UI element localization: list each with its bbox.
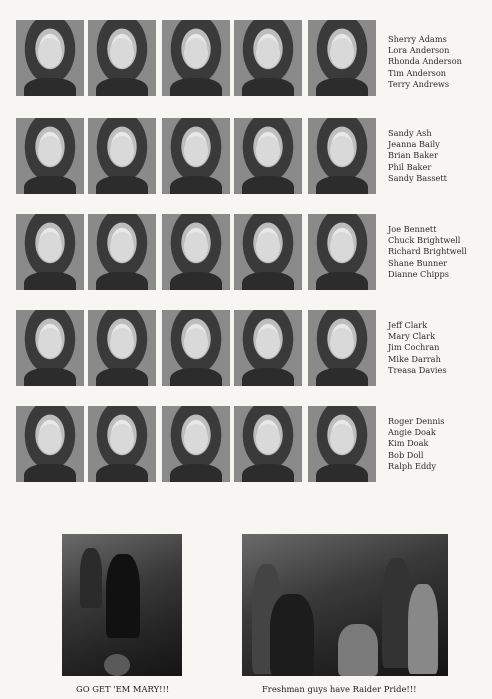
basketball-photo — [62, 534, 182, 676]
person-figure — [408, 584, 438, 674]
portrait-photo — [88, 310, 156, 386]
student-name: Terry Andrews — [388, 78, 450, 89]
player-figure — [106, 554, 140, 638]
portrait-photo — [162, 406, 230, 482]
portrait-photo — [308, 406, 376, 482]
student-name: Sandy Ash — [388, 128, 432, 138]
portrait-photo — [88, 20, 156, 96]
portrait-row-2 — [0, 118, 492, 200]
ball-figure — [104, 654, 130, 676]
portrait-photo — [162, 118, 230, 194]
student-name: Brian Baker — [388, 150, 438, 161]
student-name: Mike Darrah — [388, 353, 441, 364]
portrait-photo — [308, 118, 376, 194]
portrait-row-3 — [0, 214, 492, 296]
portrait-photo — [88, 118, 156, 194]
portrait-photo — [234, 406, 302, 482]
portrait-photo — [88, 214, 156, 290]
name-list — [388, 224, 467, 280]
crowd-photo — [242, 534, 448, 676]
portrait-row-1 — [0, 20, 492, 102]
photo-caption-left: GO GET 'EM MARY!!! — [76, 684, 170, 694]
portrait-photo — [16, 406, 84, 482]
portrait-photo — [162, 214, 230, 290]
name-list — [388, 34, 462, 90]
portrait-photo — [308, 310, 376, 386]
name-list — [388, 128, 447, 184]
portrait-photo — [308, 214, 376, 290]
name-list — [388, 416, 444, 472]
person-figure — [338, 624, 378, 676]
portrait-photo — [234, 214, 302, 290]
student-name: Dianne Chipps — [388, 268, 449, 279]
student-name: Sherry Adams — [388, 34, 447, 44]
student-name: Ralph Eddy — [388, 460, 437, 471]
student-name: Chuck Brightwell — [388, 235, 461, 246]
student-name: Jeanna Baily — [388, 139, 440, 150]
student-name: Kim Doak — [388, 438, 429, 449]
student-name: Jim Cochran — [388, 342, 440, 353]
student-name: Mary Clark — [388, 331, 436, 342]
student-name: Rhonda Anderson — [388, 56, 462, 67]
portrait-photo — [234, 310, 302, 386]
portrait-row-4 — [0, 310, 492, 392]
student-name: Tim Anderson — [388, 67, 447, 78]
portrait-photo — [16, 118, 84, 194]
student-name: Lora Anderson — [388, 45, 450, 56]
portrait-photo — [308, 20, 376, 96]
student-name: Sandy Bassett — [388, 172, 447, 183]
student-name: Jeff Clark — [388, 320, 428, 330]
portrait-photo — [234, 118, 302, 194]
portrait-photo — [162, 310, 230, 386]
person-figure — [270, 594, 314, 676]
student-name: Richard Brightwell — [388, 246, 467, 257]
portrait-photo — [16, 310, 84, 386]
referee-figure — [80, 548, 102, 608]
portrait-photo — [16, 214, 84, 290]
student-name: Treasa Davies — [388, 364, 447, 375]
photo-caption-right: Freshman guys have Raider Pride!!! — [262, 684, 417, 694]
portrait-photo — [88, 406, 156, 482]
portrait-photo — [162, 20, 230, 96]
portrait-photo — [16, 20, 84, 96]
student-name: Bob Doll — [388, 449, 424, 460]
student-name: Roger Dennis — [388, 416, 445, 426]
student-name: Phil Baker — [388, 161, 432, 172]
student-name: Shane Bunner — [388, 257, 448, 268]
student-name: Angie Doak — [388, 427, 436, 438]
portrait-photo — [234, 20, 302, 96]
student-name: Joe Bennett — [388, 224, 437, 234]
portrait-row-5 — [0, 406, 492, 488]
name-list — [388, 320, 447, 376]
